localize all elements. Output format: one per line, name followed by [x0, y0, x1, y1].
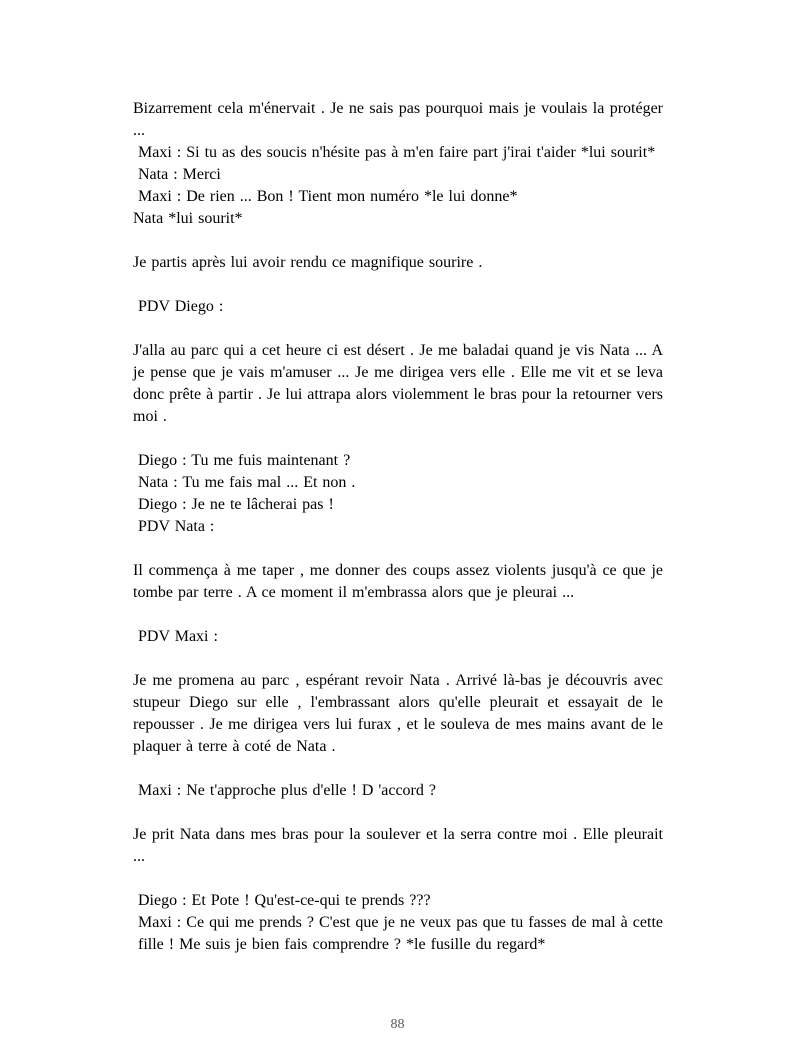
paragraph-dialogue: Diego : Et Pote ! Qu'est-ce-qui te prends ??? [138, 892, 431, 909]
paragraph-pov-heading: PDV Maxi : [138, 628, 218, 645]
paragraph-dialogue: Maxi : Ce qui me prends ? C'est que je ne veux pas que tu fasses de mal à cette fille ! Me suis je bien fais comprendre ? *le fusille du regard* [138, 914, 663, 953]
paragraph-narration: Bizarrement cela m'énervait . Je ne sais pas pourquoi mais je voulais la protéger ... [133, 100, 663, 139]
paragraph-dialogue: Maxi : De rien ... Bon ! Tient mon numéro *le lui donne* [138, 188, 518, 205]
paragraph-narration: Je me promena au parc , espérant revoir Nata . Arrivé là-bas je découvris avec stupeur Diego sur elle , l'embrassant alors qu'elle pleurait et essayait de le repousser . Je me dirigea vers lui furax , et le souleva de mes mains avant de le plaquer à terre à coté de Nata . [133, 672, 663, 755]
paragraph-narration: Je prit Nata dans mes bras pour la soulever et la serra contre moi . Elle pleurait ... [133, 826, 663, 865]
paragraph-pov-heading: PDV Diego : [138, 298, 224, 315]
paragraph-dialogue: Diego : Tu me fuis maintenant ? [138, 452, 351, 469]
paragraph-narration: Je partis après lui avoir rendu ce magnifique sourire . [133, 254, 483, 271]
paragraph-dialogue: Maxi : Si tu as des soucis n'hésite pas à m'en faire part j'irai t'aider *lui sourit* [138, 144, 656, 161]
paragraph-dialogue: Maxi : Ne t'approche plus d'elle ! D 'accord ? [138, 782, 436, 799]
paragraph-narration: J'alla au parc qui a cet heure ci est désert . Je me baladai quand je vis Nata ... A je pense que je vais m'amuser ... Je me dirigea vers elle . Elle me vit et se leva donc prête à partir . Je lui attrapa alors violemment le bras pour la retourner vers moi . [133, 342, 663, 425]
paragraph-narration: Il commença à me taper , me donner des coups assez violents jusqu'à ce que je tombe par terre . A ce moment il m'embrassa alors que je pleurai ... [133, 562, 663, 601]
paragraph-dialogue: Nata : Tu me fais mal ... Et non . [138, 474, 356, 491]
paragraph-dialogue: Nata : Merci [138, 166, 221, 183]
paragraph-pov-heading: PDV Nata : [138, 518, 215, 535]
page-number: 88 [390, 1017, 405, 1032]
paragraph-dialogue: Diego : Je ne te lâcherai pas ! [138, 496, 334, 513]
paragraph-dialogue: Nata *lui sourit* [133, 210, 243, 227]
